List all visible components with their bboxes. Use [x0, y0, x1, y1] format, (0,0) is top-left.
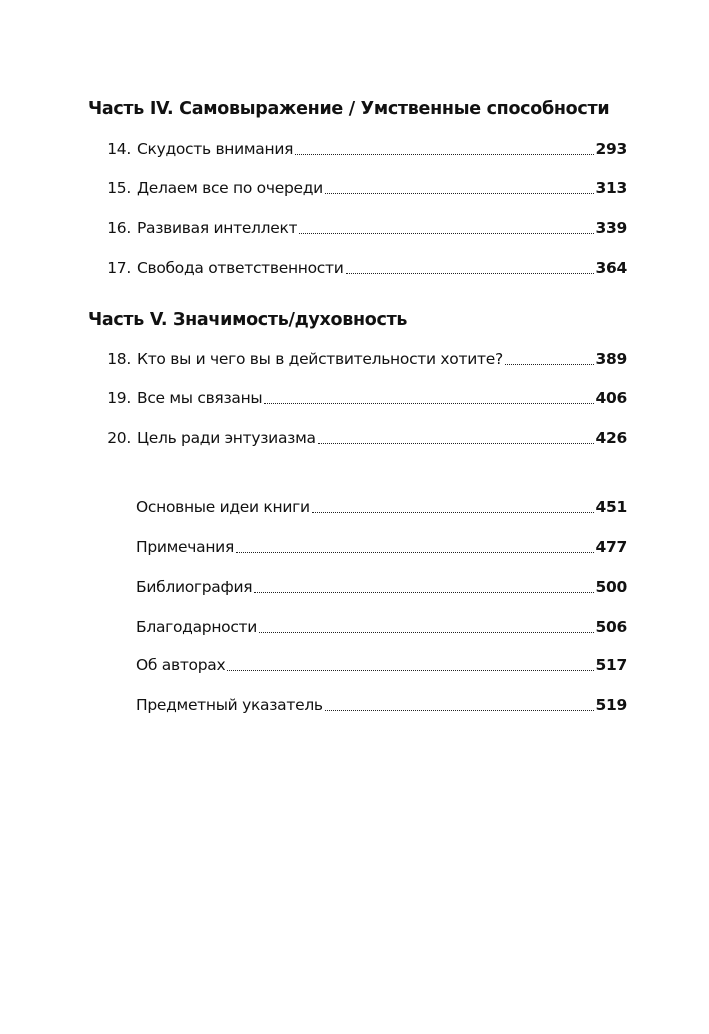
page-number: 451: [595, 498, 627, 516]
chapter-title: Свобода ответственности: [137, 259, 344, 277]
chapter-title: Скудость внимания: [137, 140, 294, 158]
chapter-number: 17.: [107, 259, 131, 277]
page-number: 477: [595, 538, 627, 556]
chapter-title: Кто вы и чего вы в действительности хотите?: [137, 350, 503, 368]
chapter-title: Делаем все по очереди: [137, 179, 323, 197]
chapter-title: Все мы связаны: [137, 389, 263, 407]
chapter-title: Цель ради энтузиазма: [137, 429, 316, 447]
dot-leader: [318, 427, 594, 449]
toc-entry[interactable]: [100, 257, 627, 279]
appendix-title: Предметный указатель: [136, 696, 323, 714]
dot-leader: [259, 616, 593, 638]
page-number: 406: [595, 389, 627, 407]
dot-leader: [295, 138, 593, 160]
dot-leader: [299, 217, 593, 239]
chapter-number: 18.: [107, 350, 131, 368]
page-number: 293: [595, 140, 627, 158]
toc-entry[interactable]: [136, 694, 627, 716]
dot-leader: [227, 654, 593, 676]
appendix-title: Основные идеи книги: [136, 498, 310, 516]
chapter-title: Развивая интеллект: [137, 219, 298, 237]
dot-leader: [325, 694, 594, 716]
toc-entry[interactable]: [136, 576, 627, 598]
dot-leader: [312, 496, 594, 518]
toc-entry[interactable]: [100, 138, 627, 160]
toc-entry[interactable]: [136, 654, 627, 676]
page-number: 519: [595, 696, 627, 714]
toc-entry[interactable]: [100, 177, 627, 199]
dot-leader: [236, 536, 594, 558]
toc-entry[interactable]: [100, 427, 627, 449]
chapter-number: 14.: [107, 140, 131, 158]
toc-entry[interactable]: [100, 348, 627, 370]
dot-leader: [254, 576, 593, 598]
page-number: 313: [595, 179, 627, 197]
toc-entry[interactable]: [136, 536, 627, 558]
page-number: 506: [595, 618, 627, 636]
dot-leader: [505, 348, 594, 370]
chapter-number: 19.: [107, 389, 131, 407]
page-number: 339: [595, 219, 627, 237]
page-number: 517: [595, 656, 627, 674]
part-title: Часть IV. Самовыражение / Умственные способности: [88, 99, 610, 119]
page-number: 500: [595, 578, 627, 596]
toc-entry[interactable]: [136, 616, 627, 638]
toc-entry[interactable]: [100, 387, 627, 409]
chapter-number: 15.: [107, 179, 131, 197]
chapter-number: 16.: [107, 219, 131, 237]
toc-entry[interactable]: [136, 496, 627, 518]
page-number: 426: [595, 429, 627, 447]
chapter-number: 20.: [107, 429, 131, 447]
appendix-title: Библиография: [136, 578, 253, 596]
page-number: 364: [595, 259, 627, 277]
dot-leader: [325, 177, 594, 199]
appendix-title: Примечания: [136, 538, 234, 556]
dot-leader: [264, 387, 593, 409]
part-title: Часть V. Значимость/духовность: [88, 310, 408, 330]
appendix-title: Благодарности: [136, 618, 258, 636]
toc-entry[interactable]: [100, 217, 627, 239]
page-number: 389: [595, 350, 627, 368]
dot-leader: [346, 257, 594, 279]
appendix-title: Об авторах: [136, 656, 226, 674]
